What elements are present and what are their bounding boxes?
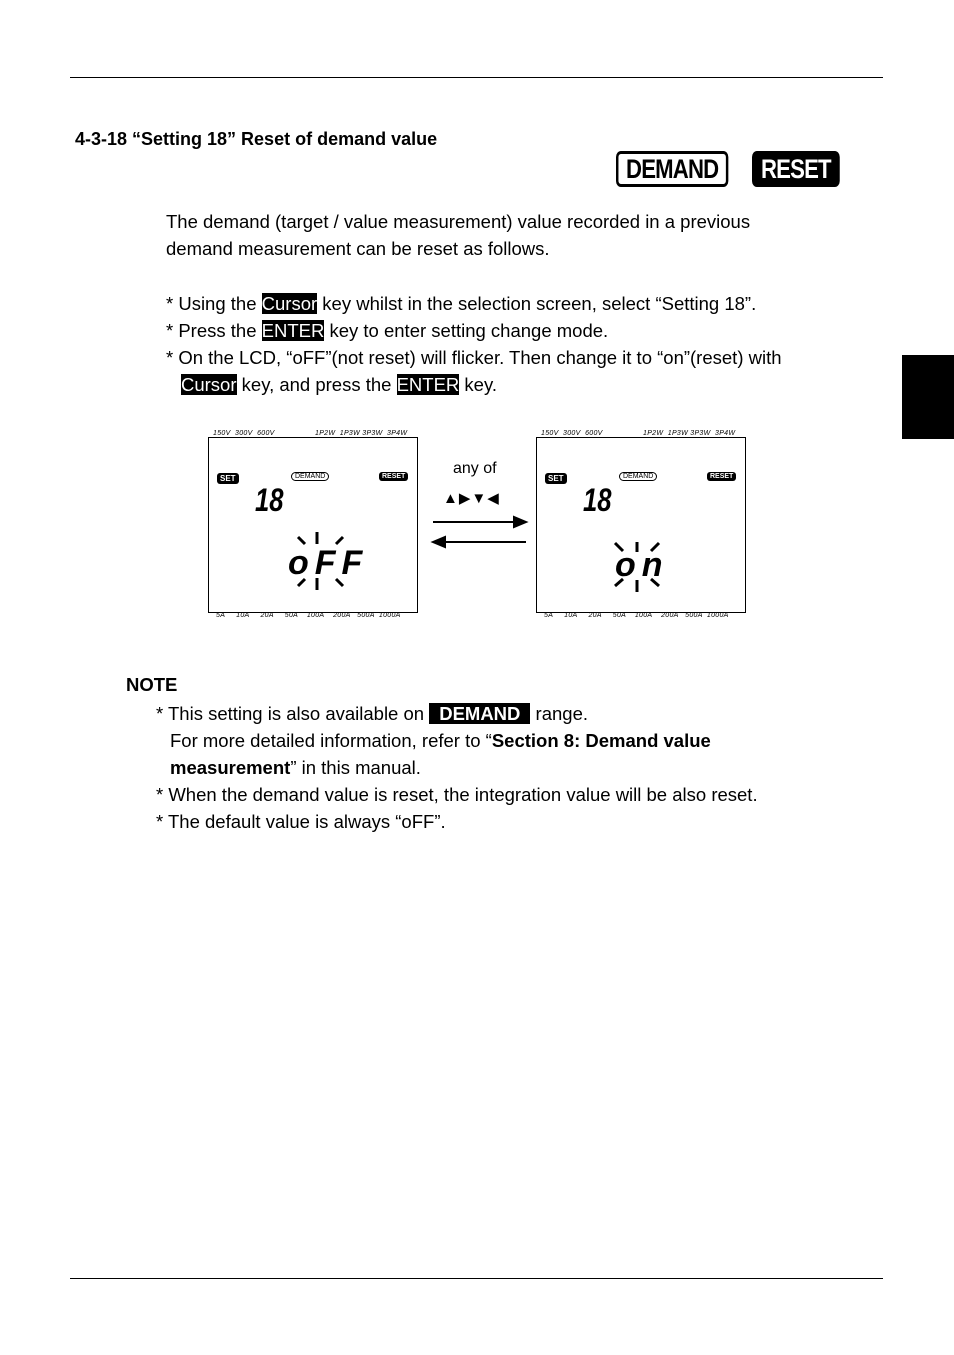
note-3 — [156, 754, 758, 781]
step-2-suffix: key to enter setting change mode. — [324, 320, 609, 341]
reset-key-icon: RESET — [752, 151, 840, 187]
section-heading: 4-3-18 “Setting 18” Reset of demand value — [75, 129, 438, 149]
step-2-prefix: * Press the — [166, 320, 262, 341]
note-1-prefix: * This setting is also available on — [156, 703, 430, 724]
bottom-rule — [70, 1278, 883, 1279]
lcd-right-voltage-labels: 150V 300V 600V — [541, 430, 603, 437]
cursor-key-label-2: Cursor — [181, 374, 237, 395]
lcd-right-wiring-labels: 1P2W 1P3W 3P3W 3P4W — [643, 430, 736, 437]
note-5: * The default value is always “oFF”. — [156, 811, 446, 832]
lcd-value-on: on — [615, 546, 669, 584]
step-2 — [166, 317, 782, 344]
lcd-set-indicator: SET — [545, 473, 567, 484]
transition-arrows-icon — [430, 512, 530, 552]
note-list — [156, 700, 758, 835]
note-3-suffix: ” in this manual. — [290, 757, 421, 778]
step-1-suffix: key whilst in the selection screen, select “Setting 18”. — [317, 293, 757, 314]
lcd-display-before — [208, 437, 418, 613]
note-2-prefix: For more detailed information, refer to “ — [170, 730, 492, 751]
enter-key-label: ENTER — [261, 320, 325, 341]
step-3-line-1: * On the LCD, “oFF”(not reset) will flicker. Then change it to “on”(reset) with — [166, 347, 782, 368]
cursor-arrow-keys-icon: ▲▶▼◀ — [443, 490, 500, 507]
steps-list — [166, 290, 782, 398]
step-3-line-2 — [166, 371, 782, 398]
step-3-suffix: key. — [459, 374, 497, 395]
section-reference-cont: measurement — [170, 757, 291, 778]
note-title: NOTE — [126, 674, 178, 695]
intro-line-2: demand measurement can be reset as follows. — [166, 238, 550, 259]
note-2 — [156, 727, 758, 754]
step-1 — [166, 290, 782, 317]
flicker-rays-icon — [209, 438, 417, 612]
note-4: * When the demand value is reset, the integration value will be also reset. — [156, 784, 758, 805]
demand-range-label: DEMAND — [429, 703, 530, 724]
lcd-left-wiring-labels: 1P2W 1P3W 3P3W 3P4W — [315, 430, 408, 437]
lcd-set-indicator: SET — [217, 473, 239, 484]
lcd-right-current-labels: 5A 10A 20A 50A 100A 200A 500A 1000A — [544, 612, 729, 619]
note-1-suffix: range. — [535, 703, 589, 724]
step-3-middle: key, and press the — [236, 374, 397, 395]
flicker-rays-icon — [537, 438, 745, 612]
lcd-display-after — [536, 437, 746, 613]
chapter-tab — [902, 355, 954, 439]
demand-key-icon: DEMAND — [616, 151, 728, 187]
intro-line-1: The demand (target / value measurement) value recorded in a previous — [166, 211, 751, 232]
lcd-left-voltage-labels: 150V 300V 600V — [213, 430, 275, 437]
section-reference: Section 8: Demand value — [491, 730, 711, 751]
lcd-setting-number: 18 — [255, 482, 284, 518]
lcd-left-current-labels: 5A 10A 20A 50A 100A 200A 500A 1000A — [216, 612, 401, 619]
lcd-reset-indicator: RESET — [707, 472, 736, 481]
lcd-setting-number: 18 — [583, 482, 612, 518]
top-rule — [70, 77, 883, 78]
lcd-demand-indicator: DEMAND — [291, 472, 329, 481]
any-of-label: any of — [453, 460, 497, 477]
intro-paragraph — [166, 208, 750, 262]
note-1 — [156, 700, 758, 727]
lcd-reset-indicator: RESET — [379, 472, 408, 481]
lcd-value-off: oFF — [288, 544, 369, 582]
lcd-demand-indicator: DEMAND — [619, 472, 657, 481]
enter-key-label-2: ENTER — [396, 374, 460, 395]
cursor-key-label: Cursor — [261, 293, 318, 314]
step-1-prefix: * Using the — [166, 293, 262, 314]
